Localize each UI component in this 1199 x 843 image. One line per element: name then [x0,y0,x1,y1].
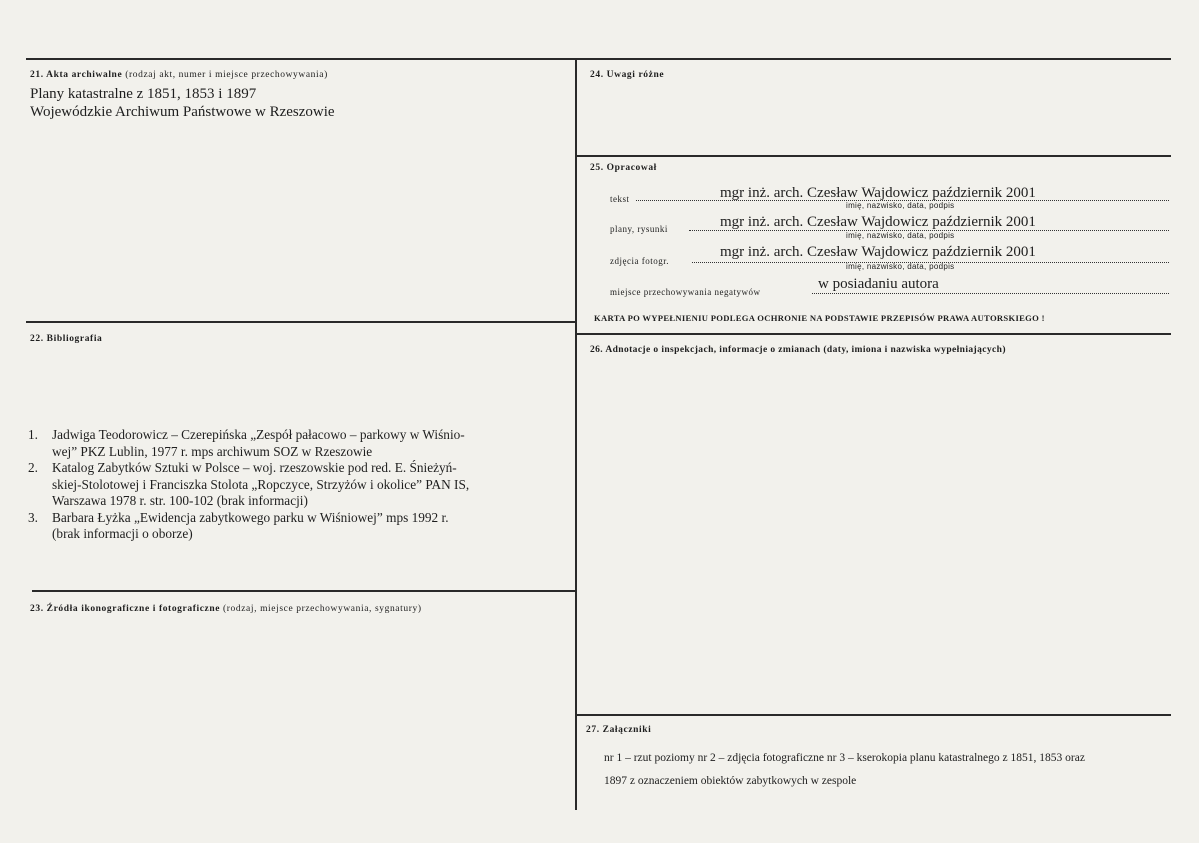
copyright-notice: KARTA PO WYPEŁNIENIU PODLEGA OCHRONIE NA PODSTAWIE PRZEPISÓW PRAWA AUTORSKIEGO ! [594,313,1045,323]
archival-records-line-2: Wojewódzkie Archiwum Państwowe w Rzeszowie [30,104,335,120]
author-plans-value: mgr inż. arch. Czesław Wajdowicz październik 2001 [720,214,1036,230]
negatives-location-value: w posiadaniu autora [818,276,939,292]
author-photos-value: mgr inż. arch. Czesław Wajdowicz październik 2001 [720,244,1036,260]
section-26-title: 26. Adnotacje o inspekcjach, informacje o zmianach [590,345,821,355]
negatives-location-label: miejsce przechowywania negatywów [610,287,761,297]
attachments-line-2: 1897 z oznaczeniem obiektów zabytkowych w zespole [604,775,857,787]
section-23-note: (rodzaj, miejsce przechowywania, sygnatury) [223,604,422,614]
bibliography-line: Warszawa 1978 r. str. 100-102 (brak informacji) [52,493,308,508]
bibliography-line: (brak informacji o oborze) [52,526,193,541]
author-plans-label: plany, rysunki [610,224,668,234]
author-photos-label: zdjęcia fotogr. [610,256,669,266]
section-21-number: 21. [30,70,44,80]
author-photos-caption: imię, nazwisko, data, podpis [846,262,955,271]
top-rule [26,58,1171,60]
bibliography-list [28,427,568,543]
author-text-label: tekst [610,194,630,204]
section-27-header: 27. Załączniki [586,725,652,735]
attachments-line-1: nr 1 – rzut poziomy nr 2 – zdjęcia fotograficzne nr 3 – kserokopia planu katastralnego z 1851, 1853 oraz [604,752,1085,764]
bibliography-line: Katalog Zabytków Sztuki w Polsce – woj. rzeszowskie pod red. E. Śnieżyń- [52,460,457,475]
section-21-header [30,70,328,80]
bibliography-item [28,427,568,460]
bibliography-line: Jadwiga Teodorowicz – Czerepińska „Zespół pałacowo – parkowy w Wiśnio- [52,427,465,442]
author-text-caption: imię, nazwisko, data, podpis [846,201,955,210]
rule-24-25 [576,155,1171,157]
section-24-header: 24. Uwagi różne [590,70,665,80]
bibliography-line: skiej-Stolotowej i Franciszka Stolota „Ropczyce, Strzyżów i okolice” PAN IS, [52,476,470,492]
author-text-value: mgr inż. arch. Czesław Wajdowicz październik 2001 [720,185,1036,201]
rule-21-22 [26,321,576,323]
rule-22-23 [32,590,576,592]
section-21-title: Akta archiwalne [46,70,123,80]
bibliography-item [28,510,568,543]
rule-26-27 [576,714,1171,716]
bibliography-line: wej” PKZ Lublin, 1977 r. mps archiwum SOZ w Rzeszowie [52,443,373,459]
bibliography-item-number: 3. [28,509,38,525]
section-21-note: (rodzaj akt, numer i miejsce przechowywania) [125,70,328,80]
bibliography-item-number: 2. [28,460,38,475]
archival-records-line-1: Plany katastralne z 1851, 1853 i 1897 [30,86,257,102]
section-26-header [590,345,1006,355]
negatives-location-dotted-line [812,293,1169,294]
section-22-header: 22. Bibliografia [30,334,103,344]
bibliography-item-number: 1. [28,427,38,442]
section-23-title: 23. Źródła ikonograficzne i fotograficzne [30,604,221,614]
rule-25-26 [576,333,1171,335]
bibliography-line: Barbara Łyżka „Ewidencja zabytkowego parku w Wiśniowej” mps 1992 r. [52,509,449,525]
section-26-note: (daty, imiona i nazwiska wypełniających) [823,345,1006,355]
center-divider [575,58,577,810]
bibliography-item [28,460,568,510]
section-25-header: 25. Opracował [590,163,657,173]
author-plans-caption: imię, nazwisko, data, podpis [846,231,955,240]
section-23-header [30,604,422,614]
